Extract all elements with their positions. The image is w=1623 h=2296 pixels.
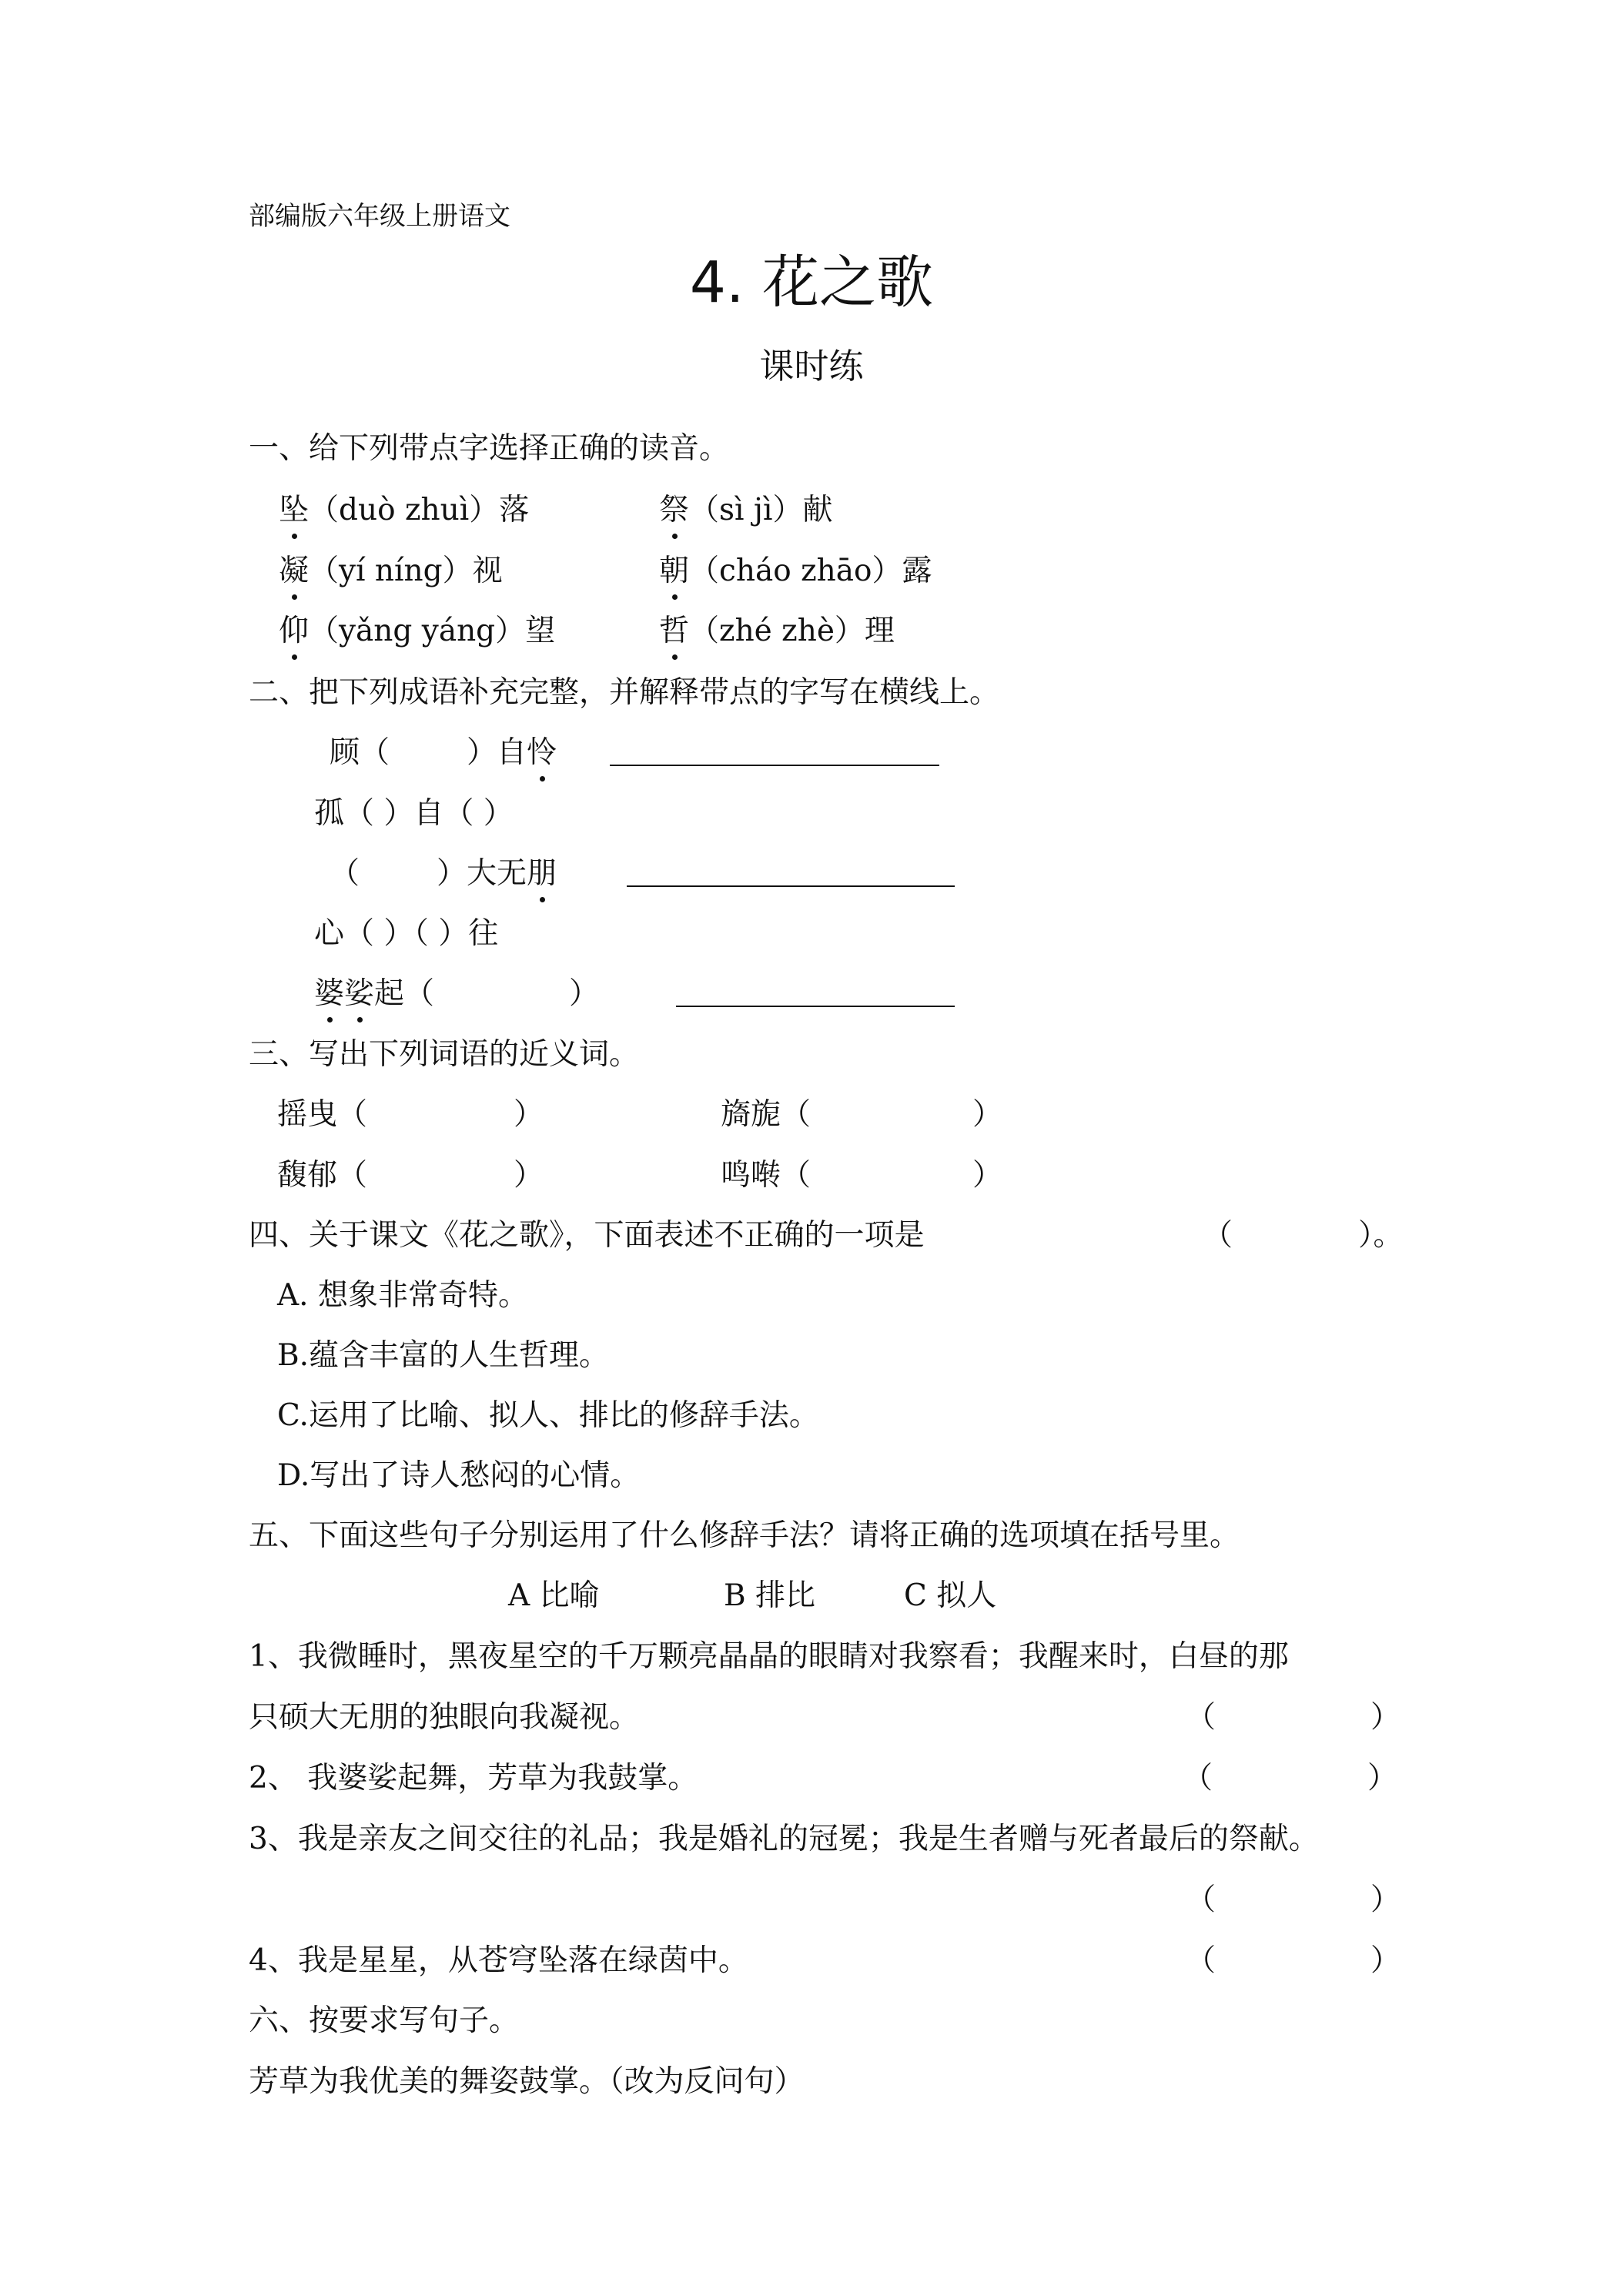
q5-sentence-3: 3、我是亲友之间交往的礼品；我是婚礼的冠冕；我是生者赠与死者最后的祭献。 (249, 1822, 1319, 1856)
q4-option-a: A. 想象非常奇特。 (277, 1278, 528, 1313)
q2-row-4: 心（ ）（ ）往 (314, 916, 499, 951)
q5-paren-close: ） (1370, 1883, 1401, 1917)
q5-sentence-4: 4、我是星星，从苍穹坠落在绿茵中。 (249, 1943, 748, 1978)
q5-paren-open: （ (1186, 1700, 1216, 1735)
dotted-char: 娑 (344, 979, 374, 1009)
q4-paren-open: （ (1203, 1218, 1233, 1253)
q5-choice-c: C 拟人 (904, 1578, 997, 1613)
q5-sentence-2: 2、 我婆娑起舞，芳草为我鼓掌。 (249, 1761, 698, 1796)
q5-sentence-1-line-2: 只硕大无朋的独眼向我凝视。 (249, 1700, 640, 1735)
q5-choice-b: B 排比 (724, 1578, 816, 1613)
q5-paren-open: （ (1183, 1761, 1213, 1796)
q2-row-1: 顾（ ）自怜 (330, 738, 557, 768)
dotted-char: 怜 (527, 738, 557, 768)
q3-item-4: 鸣啭（ ） (721, 1158, 1003, 1193)
q1-item-2: 祭 （sì jì）献 (659, 495, 832, 525)
q1-item-6: 哲 （zhé zhè）理 (659, 616, 895, 646)
q3-item-1: 摇曳（ ） (277, 1097, 544, 1132)
page-header: 部编版六年级上册语文 (249, 201, 510, 232)
q2-row-2: 孤（ ）自（ ） (314, 796, 514, 831)
q5-paren-close: ） (1370, 1700, 1401, 1735)
dotted-char: 朋 (527, 858, 557, 889)
dotted-char: 朝 (659, 556, 689, 586)
q4-option-c: C.运用了比喻、拟人、排比的修辞手法。 (277, 1398, 819, 1433)
q4-option-b: B.蕴含丰富的人生哲理。 (277, 1338, 610, 1373)
dotted-char: 哲 (659, 616, 689, 646)
q4-paren-close: ）。 (1358, 1218, 1404, 1253)
dotted-char: 仰 (279, 616, 309, 646)
page-title: 4. 花之歌 (689, 249, 934, 316)
answer-line[interactable] (676, 1006, 955, 1007)
dotted-char: 婆 (314, 979, 344, 1009)
q1-item-4: 朝 （cháo zhāo）露 (659, 556, 932, 586)
q1-item-3: 凝 （yí níng）视 (279, 556, 503, 586)
q3-heading: 三、写出下列词语的近义词。 (249, 1037, 640, 1072)
q1-item-5: 仰 （yǎng yáng）望 (279, 616, 555, 646)
dotted-char: 坠 (279, 495, 309, 525)
q6-sentence-1: 芳草为我优美的舞姿鼓掌。（改为反问句） (249, 2064, 805, 2099)
page-subtitle: 课时练 (759, 346, 864, 387)
answer-line[interactable] (627, 885, 955, 887)
q5-paren-open: （ (1186, 1943, 1216, 1978)
q5-paren-open: （ (1186, 1883, 1216, 1917)
q5-sentence-1-line-1: 1、我微睡时，黑夜星空的千万颗亮晶晶的眼睛对我察看；我醒来时，白昼的那 (249, 1639, 1289, 1674)
q2-row-3: （ ）大无朋 (330, 858, 557, 889)
q5-heading: 五、下面这些句子分别运用了什么修辞手法？请将正确的选项填在括号里。 (249, 1518, 1240, 1553)
q4-heading: 四、关于课文《花之歌》，下面表述不正确的一项是 (249, 1218, 925, 1253)
q6-heading: 六、按要求写句子。 (249, 2003, 520, 2038)
q5-paren-close: ） (1370, 1943, 1401, 1978)
dotted-char: 祭 (659, 495, 689, 525)
q3-item-2: 旖旎（ ） (721, 1097, 1003, 1132)
dotted-char: 凝 (279, 556, 309, 586)
q2-heading: 二、把下列成语补充完整，并解释带点的字写在横线上。 (249, 675, 1000, 710)
q1-heading: 一、给下列带点字选择正确的读音。 (249, 431, 730, 466)
q5-paren-close: ） (1367, 1761, 1398, 1796)
q5-choice-a: A 比喻 (508, 1578, 600, 1613)
q2-row-5: 婆 娑 起（ ） (314, 979, 599, 1009)
q4-option-d: D.写出了诗人愁闷的心情。 (277, 1458, 641, 1493)
q1-item-1: 坠 （duò zhuì）落 (279, 495, 529, 525)
q3-item-3: 馥郁（ ） (277, 1158, 544, 1193)
answer-line[interactable] (610, 765, 939, 766)
